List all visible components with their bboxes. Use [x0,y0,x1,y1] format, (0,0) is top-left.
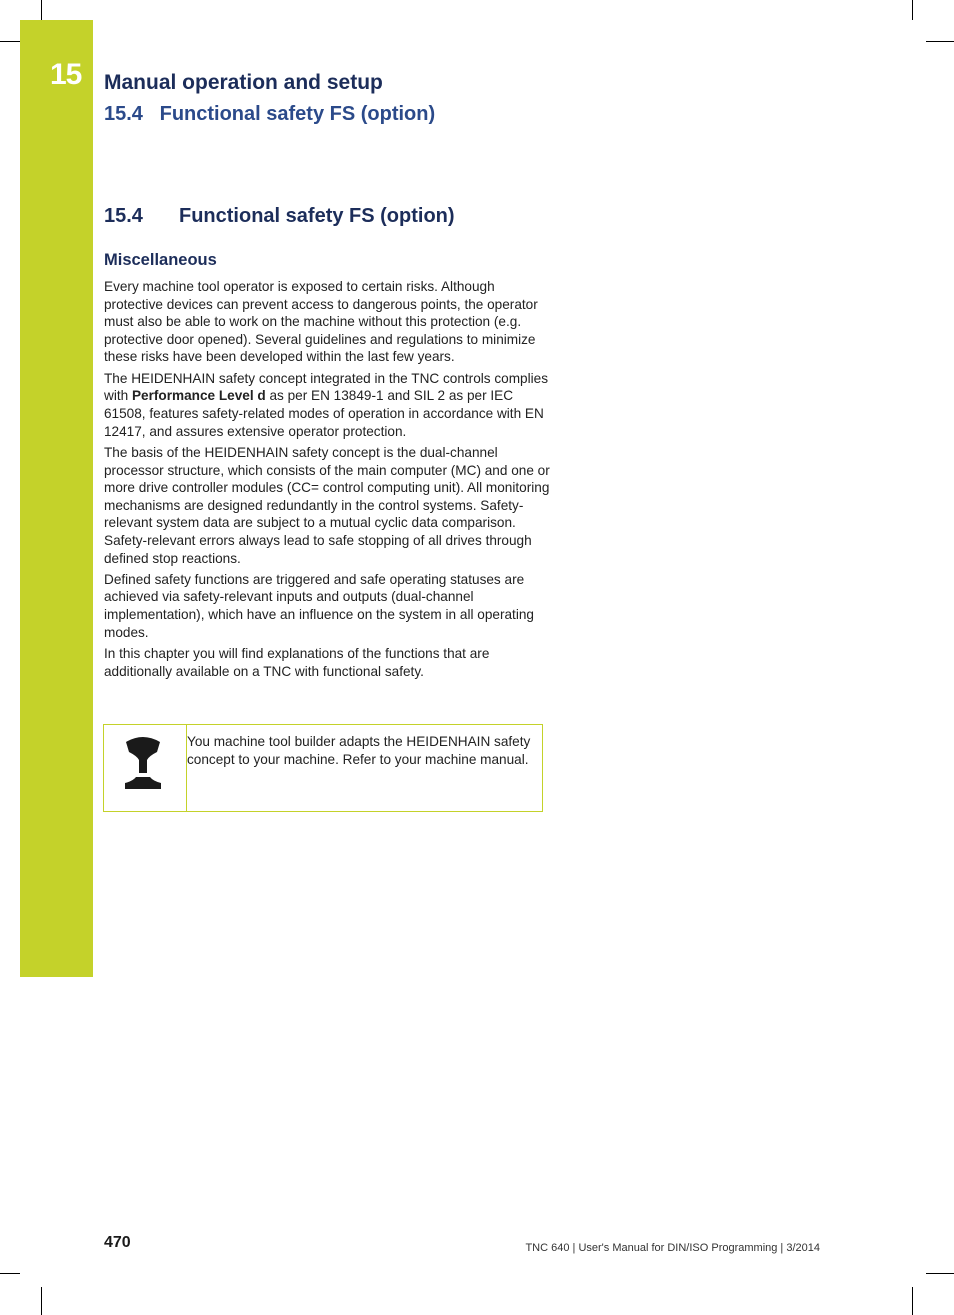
note-box [103,724,543,812]
page-number: 470 [104,1234,131,1251]
paragraph [104,370,550,440]
section-heading [104,205,455,228]
crop-mark [926,1273,954,1274]
chapter-number: 15 [50,58,82,91]
paragraph: The basis of the HEIDENHAIN safety concept is the dual-channel processor structure, which consists of the main computer (MC) and one or more drive controller modules (CC= control computing unit). All monitoring mechanisms are designed redundantly in the control systems. Safety-relevant system data are subject to a mutual cyclic data comparison. Safety-relevant errors always lead to safe stopping of all drives through defined stop reactions. [104,444,550,566]
crop-mark [912,1287,913,1315]
footer-text: TNC 640 | User's Manual for DIN/ISO Programming | 3/2014 [525,1242,820,1254]
bold-term: Performance Level d [131,388,266,404]
subheading: Miscellaneous [104,251,217,269]
crop-mark [41,0,42,20]
paragraph-text: The HEIDENHAIN safety concept integrated in the TNC controls complies with [104,370,549,404]
note-icon-column [104,725,187,811]
crop-mark [0,1273,20,1274]
crop-mark [41,1287,42,1315]
section-title: Functional safety FS (option) [179,205,455,227]
section-number: 15.4 [104,205,143,227]
machine-manual-icon [123,736,163,792]
note-text: You machine tool builder adapts the HEIDENHAIN safety concept to your machine. Refer to your machine manual. [187,734,531,767]
paragraph: Defined safety functions are triggered and safe operating statuses are achieved via safety-relevant inputs and outputs (dual-channel implementation), which have an influence on the system in all operating modes. [104,571,534,640]
header-section-title: 15.4 Functional safety FS (option) [104,103,436,125]
paragraph-text: as per EN 13849-1 and SIL 2 as per IEC 61508, features safety-related modes of operation in accordance with EN 12417, and assures extensive operator protection. [104,388,544,439]
paragraph: Every machine tool operator is exposed to certain risks. Although protective devices can prevent access to dangerous points, the operator must also be able to work on the machine without this protection (e.g. protective door opened). Several guidelines and regulations to minimize these risks have been developed within the last few years. [104,279,538,365]
chapter-sidebar [20,20,93,977]
crop-mark [926,41,954,42]
body-text [104,278,550,684]
paragraph: In this chapter you will find explanations of the functions that are additionally available on a TNC with functional safety. [104,646,490,679]
crop-mark [0,41,20,42]
crop-mark [912,0,913,20]
chapter-title: Manual operation and setup [104,71,383,94]
